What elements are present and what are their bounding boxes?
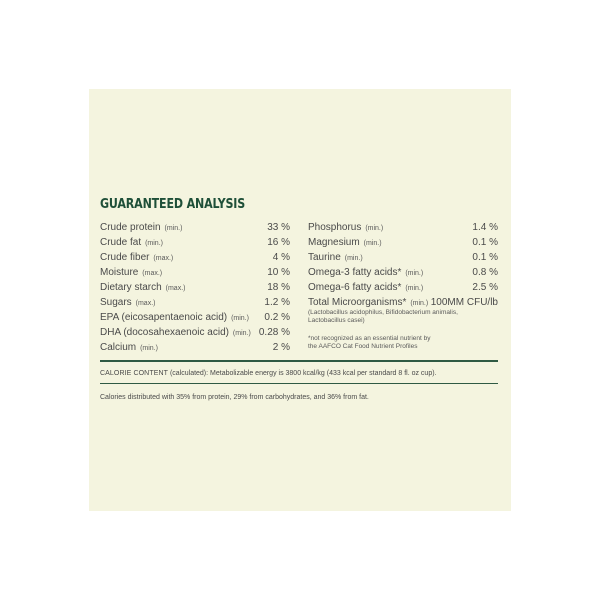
analysis-column-right	[308, 222, 498, 351]
calorie-content	[100, 370, 437, 377]
analysis-row	[308, 252, 498, 267]
nutrient-name: Phosphorus	[308, 222, 362, 233]
nutrient-value: 4 %	[272, 252, 290, 263]
nutrient-name: Crude fat	[100, 237, 142, 248]
note-line: Lactobacillus casei)	[308, 317, 365, 324]
footnote-line: the AAFCO Cat Food Nutrient Profiles	[308, 343, 418, 350]
nutrient-value: 16 %	[267, 237, 290, 248]
nutrient-value: 0.2 %	[264, 312, 290, 323]
nutrient-name: Moisture	[100, 267, 139, 278]
nutrient-value: 0.1 %	[472, 237, 498, 248]
nutrient-name: Calcium	[100, 342, 137, 353]
nutrient-qualifier: (min.)	[403, 285, 424, 292]
nutrient-qualifier: (min.)	[403, 270, 424, 277]
analysis-row	[308, 222, 498, 237]
analysis-row	[308, 297, 498, 312]
divider-thick	[100, 360, 498, 362]
nutrient-name: DHA (docosahexaenoic acid)	[100, 327, 229, 338]
nutrient-qualifier: (max.)	[163, 285, 186, 292]
nutrient-value: 2 %	[272, 342, 290, 353]
note-line: (Lactobacillus acidophilus, Bifidobacterium animalis,	[308, 309, 458, 316]
nutrient-qualifier: (min.)	[342, 255, 363, 262]
analysis-column-left	[100, 222, 290, 357]
nutrient-value: 0.8 %	[472, 267, 498, 278]
calorie-distribution: Calories distributed with 35% from protein, 29% from carbohydrates, and 36% from fat.	[100, 394, 369, 401]
nutrient-name: Omega-3 fatty acids*	[308, 267, 402, 278]
analysis-row	[100, 252, 290, 267]
nutrient-value: 18 %	[267, 282, 290, 293]
calorie-label: CALORIE CONTENT	[100, 370, 169, 377]
nutrient-qualifier: (min.)	[363, 225, 384, 232]
analysis-row	[100, 222, 290, 237]
nutrient-value: 1.4 %	[472, 222, 498, 233]
nutrient-name: Crude fiber	[100, 252, 150, 263]
analysis-row	[308, 267, 498, 282]
nutrient-name: Dietary starch	[100, 282, 162, 293]
nutrient-name: Crude protein	[100, 222, 161, 233]
nutrient-value: 100MM CFU/lb	[430, 297, 498, 308]
nutrient-value: 1.2 %	[264, 297, 290, 308]
nutrient-qualifier: (max.)	[133, 300, 156, 307]
nutrient-value: 33 %	[267, 222, 290, 233]
nutrient-value: 0.28 %	[258, 327, 290, 338]
aafco-footnote	[308, 335, 498, 351]
footnote-line: *not recognized as an essential nutrient by	[308, 335, 431, 342]
analysis-row	[100, 312, 290, 327]
nutrient-name: Magnesium	[308, 237, 360, 248]
nutrient-name: Total Microorganisms*	[308, 297, 407, 308]
nutrient-value: 2.5 %	[472, 282, 498, 293]
calorie-text: (calculated): Metabolizable energy is 3800 kcal/kg (433 kcal per standard 8 fl. oz cup).	[168, 370, 437, 377]
nutrient-qualifier: (max.)	[140, 270, 163, 277]
analysis-row	[100, 267, 290, 282]
nutrient-name: Sugars	[100, 297, 132, 308]
nutrient-qualifier: (min.)	[408, 300, 429, 307]
analysis-row	[308, 282, 498, 297]
nutrient-value: 10 %	[267, 267, 290, 278]
analysis-row	[100, 342, 290, 357]
section-title: GUARANTEED ANALYSIS	[100, 196, 246, 212]
nutrient-qualifier: (min.)	[361, 240, 382, 247]
nutrient-value: 0.1 %	[472, 252, 498, 263]
nutrient-qualifier: (min.)	[143, 240, 163, 247]
analysis-row	[100, 327, 290, 342]
analysis-row	[100, 282, 290, 297]
divider-thin	[100, 383, 498, 384]
nutrient-qualifier: (min.)	[230, 330, 251, 337]
nutrient-qualifier: (min.)	[138, 345, 158, 352]
nutrient-qualifier: (max.)	[151, 255, 174, 262]
nutrient-name: EPA (eicosapentaenoic acid)	[100, 312, 228, 323]
nutrient-name: Omega-6 fatty acids*	[308, 282, 402, 293]
nutrient-qualifier: (min.)	[229, 315, 249, 322]
analysis-row	[100, 297, 290, 312]
analysis-row	[100, 237, 290, 252]
guaranteed-analysis-panel	[89, 89, 511, 511]
nutrient-name: Taurine	[308, 252, 341, 263]
analysis-row	[308, 237, 498, 252]
nutrient-qualifier: (min.)	[162, 225, 183, 232]
